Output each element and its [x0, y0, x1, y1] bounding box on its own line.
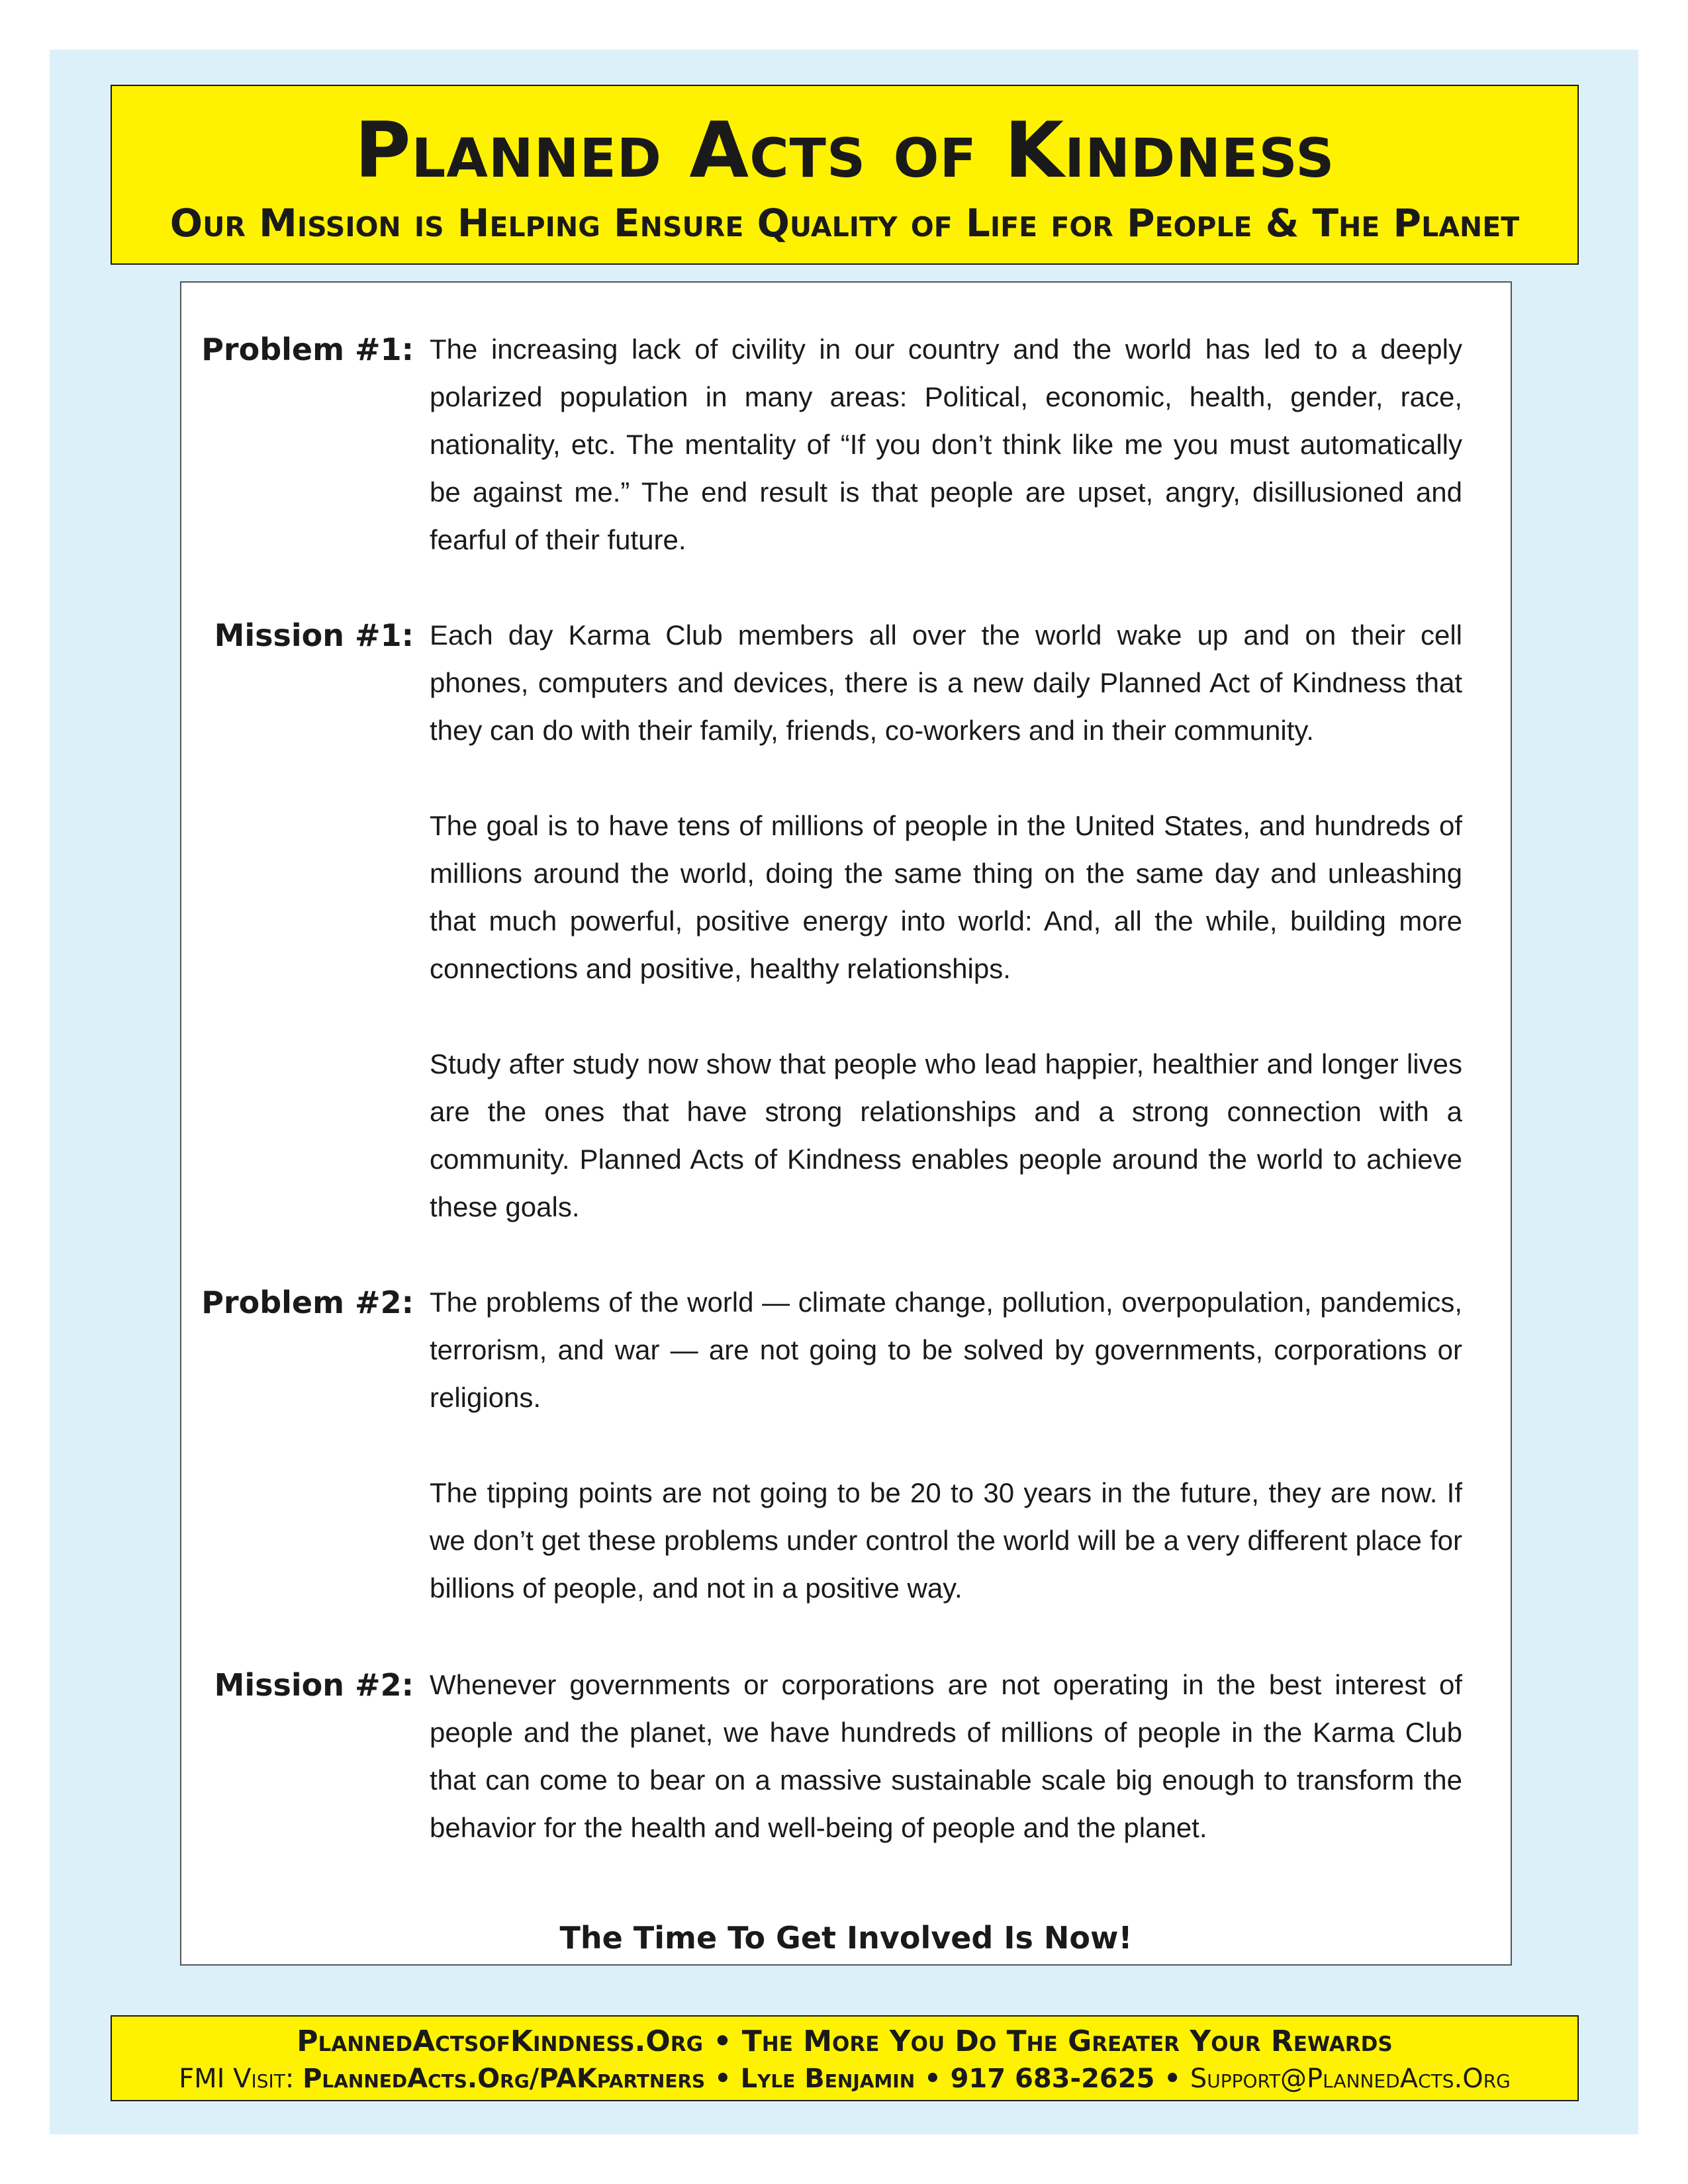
separator: • [705, 2064, 741, 2094]
paragraph: The problems of the world — climate change, pollution, overpopulation, pandemics, terrorism, and war — are not going to be solved by governments, corporations or religions. [430, 1287, 1462, 1413]
section-label: Problem #1: [201, 332, 414, 367]
page-subtitle: Our Mission is Helping Ensure Quality of Life for People & The Planet [169, 201, 1520, 246]
section-body [430, 326, 1462, 564]
separator: • [1154, 2064, 1190, 2094]
section-label: Problem #2: [201, 1285, 414, 1320]
footer-tagline: PlannedActsofKindness.Org • The More You Do The Greater Your Rewards [297, 2025, 1393, 2058]
phone-number[interactable]: 917 683-2625 [950, 2064, 1155, 2094]
paragraph: Study after study now show that people who lead happier, healthier and longer lives are the ones that have strong relationships and a strong connection with a community. Planned Acts of Kindness enables people around the world to achieve these goals. [430, 1048, 1462, 1222]
partners-link[interactable]: PlannedActs.Org/PAKpartners [303, 2064, 706, 2094]
page-title: Planned Acts of Kindness [354, 106, 1335, 195]
support-email-link[interactable]: Support@PlannedActs.Org [1190, 2064, 1511, 2094]
header-banner [111, 85, 1579, 265]
content-panel [180, 281, 1512, 1966]
call-to-action: The Time To Get Involved Is Now! [559, 1920, 1133, 1956]
section-label: Mission #1: [214, 617, 414, 653]
section-body [430, 1661, 1462, 1852]
section-label: Mission #2: [214, 1667, 414, 1703]
paragraph: The increasing lack of civility in our country and the world has led to a deeply polarized population in many areas: Political, economic, health, gender, race, nationality, etc. The mentality of “If you don’t think like me you must automatically be against me.” The end result is that people are upset, angry, disillusioned and fearful of their future. [430, 334, 1462, 555]
fmi-prefix: FMI Visit: [179, 2064, 295, 2094]
section-body [430, 612, 1462, 1231]
paragraph: Whenever governments or corporations are not operating in the best interest of people and the planet, we have hundreds of millions of people in the Karma Club that can come to bear on a massive sustainable scale big enough to transform the behavior for the health and well-being of people and the planet. [430, 1669, 1462, 1843]
footer-contact-line [112, 2060, 1577, 2097]
paragraph: Each day Karma Club members all over the world wake up and on their cell phones, computers and devices, there is a new daily Planned Act of Kindness that they can do with their family, friends, co-workers and in their community. [430, 619, 1462, 746]
footer-banner [111, 2015, 1579, 2101]
separator: • [915, 2064, 951, 2094]
contact-name: Lyle Benjamin [740, 2064, 915, 2094]
paragraph: The tipping points are not going to be 20 to 30 years in the future, they are now. If we don’t get these problems under control the world will be a very different place for billions of people, and not in a positive way. [430, 1477, 1462, 1604]
paragraph: The goal is to have tens of millions of people in the United States, and hundreds of millions around the world, doing the same thing on the same day and unleashing that much powerful, positive energy into world: And, all the while, building more connections and positive, healthy relationships. [430, 810, 1462, 984]
section-body [430, 1279, 1462, 1612]
